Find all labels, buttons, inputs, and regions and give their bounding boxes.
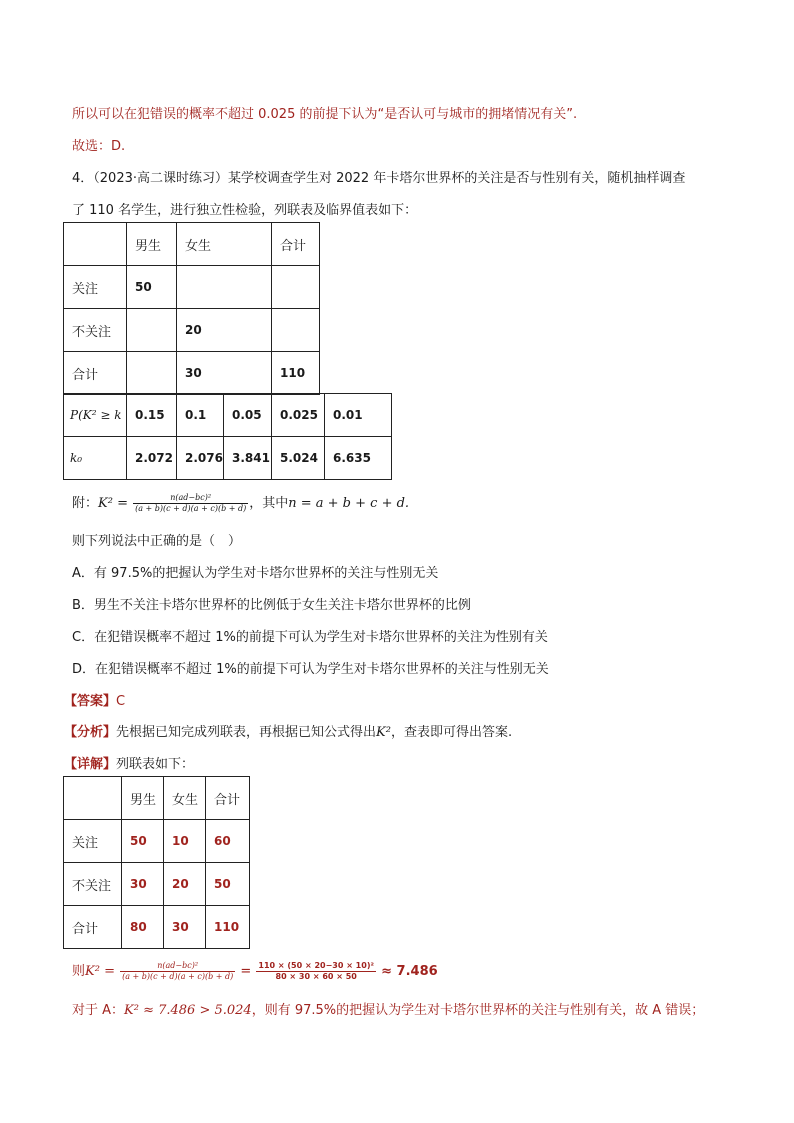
probability-label: P(K² ≥ k xyxy=(64,394,127,437)
table-header-cell: 男生 xyxy=(122,777,164,820)
table-header-cell: 合计 xyxy=(206,777,250,820)
table-row xyxy=(64,820,250,863)
table-cell: 2.072 xyxy=(127,437,177,480)
table-row xyxy=(64,863,250,906)
table-cell xyxy=(64,777,122,820)
critical-value-table xyxy=(63,393,392,480)
analysis-text-1: 先根据已知完成列联表，再根据已知公式得出 xyxy=(116,725,377,740)
question-4-line-1: 4．（2023·高二课时练习）某学校调查学生对 2022 年卡塔尔世界杯的关注是否与性别有关，随机抽样调查 xyxy=(72,171,686,186)
formula-suffix-text: ，其中 xyxy=(249,496,289,511)
table-cell: 30 xyxy=(122,863,164,906)
table-cell: 2.076 xyxy=(177,437,224,480)
answer-label: 【答案】 xyxy=(64,694,117,709)
option-d: D．在犯错误概率不超过 1%的前提下可认为学生对卡塔尔世界杯的关注与性别无关 xyxy=(72,662,549,677)
analysis-label: 【分析】 xyxy=(64,725,117,740)
option-b: B．男生不关注卡塔尔世界杯的比例低于女生关注卡塔尔世界杯的比例 xyxy=(72,598,471,613)
table-row xyxy=(64,777,250,820)
contingency-table-answer xyxy=(63,776,250,949)
analysis-text-2: ，查表即可得出答案. xyxy=(390,725,513,740)
table-cell: 6.635 xyxy=(325,437,392,480)
analysis-a-math: K² ≈ 7.486 > 5.024 xyxy=(124,1003,252,1018)
table-row xyxy=(64,394,392,437)
table-header-cell: 女生 xyxy=(177,223,272,266)
critical-value-label: k₀ xyxy=(64,437,127,480)
analysis-a-text: ，则有 97.5%的把握认为学生对卡塔尔世界杯的关注与性别有关，故 A 错误； xyxy=(251,1003,705,1018)
table-cell xyxy=(127,309,177,352)
option-a: A．有 97.5%的把握认为学生对卡塔尔世界杯的关注与性别无关 xyxy=(72,566,439,581)
calc-fraction-formula xyxy=(120,961,235,982)
previous-answer: 故选：D. xyxy=(72,139,126,154)
option-a-analysis xyxy=(72,999,704,1018)
table-cell: 110 xyxy=(206,906,250,949)
calculation-line xyxy=(72,960,438,982)
answer-line xyxy=(64,690,125,709)
table-cell: 50 xyxy=(122,820,164,863)
table-header-cell: 男生 xyxy=(127,223,177,266)
table-cell: 80 xyxy=(122,906,164,949)
table-row xyxy=(64,437,392,480)
table-row-label: 关注 xyxy=(64,266,127,309)
table-row-label: 关注 xyxy=(64,820,122,863)
calc-prefix: 则 xyxy=(72,964,86,979)
table-cell: 0.15 xyxy=(127,394,177,437)
table-cell xyxy=(127,352,177,395)
table-cell xyxy=(64,223,127,266)
calc-denominator-2: 80 × 30 × 60 × 50 xyxy=(275,972,357,981)
calc-numerator-2: 110 × (50 × 20−30 × 10)² xyxy=(258,961,374,970)
answer-value: C xyxy=(116,694,126,709)
table-row xyxy=(64,906,250,949)
calc-fraction-values xyxy=(256,961,376,982)
table-cell: 0.025 xyxy=(272,394,325,437)
table-row xyxy=(64,223,320,266)
calc-result: ≈ 7.486 xyxy=(381,964,438,979)
table-cell: 60 xyxy=(206,820,250,863)
table-row-label: 合计 xyxy=(64,906,122,949)
formula-lhs: K² = xyxy=(98,496,128,511)
table-header-cell: 合计 xyxy=(272,223,320,266)
calc-denominator-1: (a + b)(c + d)(a + c)(b + d) xyxy=(122,972,234,981)
calc-numerator-1: n(ad−bc)² xyxy=(120,961,235,972)
formula-line xyxy=(72,492,409,514)
table-cell: 0.05 xyxy=(224,394,272,437)
table-header-cell: 女生 xyxy=(164,777,206,820)
analysis-line xyxy=(64,721,512,740)
table-cell xyxy=(272,266,320,309)
table-cell: 50 xyxy=(206,863,250,906)
detail-line xyxy=(64,753,194,772)
analysis-math: K² xyxy=(376,725,391,740)
table-row xyxy=(64,309,320,352)
table-cell: 110 xyxy=(272,352,320,395)
formula-denominator: (a + b)(c + d)(a + c)(b + d) xyxy=(135,504,247,513)
previous-conclusion: 所以可以在犯错误的概率不超过 0.025 的前提下认为“是否认可与城市的拥堵情况有关”. xyxy=(72,107,578,122)
table-row-label: 不关注 xyxy=(64,863,122,906)
table-cell: 20 xyxy=(164,863,206,906)
table-cell: 50 xyxy=(127,266,177,309)
table-cell: 20 xyxy=(177,309,272,352)
option-c: C．在犯错误概率不超过 1%的前提下可认为学生对卡塔尔世界杯的关注为性别有关 xyxy=(72,630,548,645)
table-cell: 0.1 xyxy=(177,394,224,437)
calc-lhs: K² = xyxy=(85,964,115,979)
contingency-table-question xyxy=(63,222,320,395)
formula-prefix: 附： xyxy=(72,496,99,511)
analysis-a-prefix: 对于 A： xyxy=(72,1003,125,1018)
formula-suffix-math: n = a + b + c + d. xyxy=(288,496,410,511)
table-row-label: 不关注 xyxy=(64,309,127,352)
table-row xyxy=(64,352,320,395)
detail-label: 【详解】 xyxy=(64,757,117,772)
table-cell: 0.01 xyxy=(325,394,392,437)
detail-text: 列联表如下： xyxy=(116,757,195,772)
table-row xyxy=(64,266,320,309)
table-cell: 30 xyxy=(164,906,206,949)
table-cell: 10 xyxy=(164,820,206,863)
table-cell: 30 xyxy=(177,352,272,395)
formula-numerator: n(ad−bc)² xyxy=(133,493,248,504)
formula-fraction xyxy=(133,493,248,514)
table-cell xyxy=(272,309,320,352)
calc-equals: = xyxy=(240,964,252,979)
table-cell xyxy=(177,266,272,309)
table-cell: 3.841 xyxy=(224,437,272,480)
table-row-label: 合计 xyxy=(64,352,127,395)
question-4-line-2: 了 110 名学生，进行独立性检验，列联表及临界值表如下： xyxy=(72,203,418,218)
table-cell: 5.024 xyxy=(272,437,325,480)
question-stem: 则下列说法中正确的是（ ） xyxy=(72,534,242,549)
